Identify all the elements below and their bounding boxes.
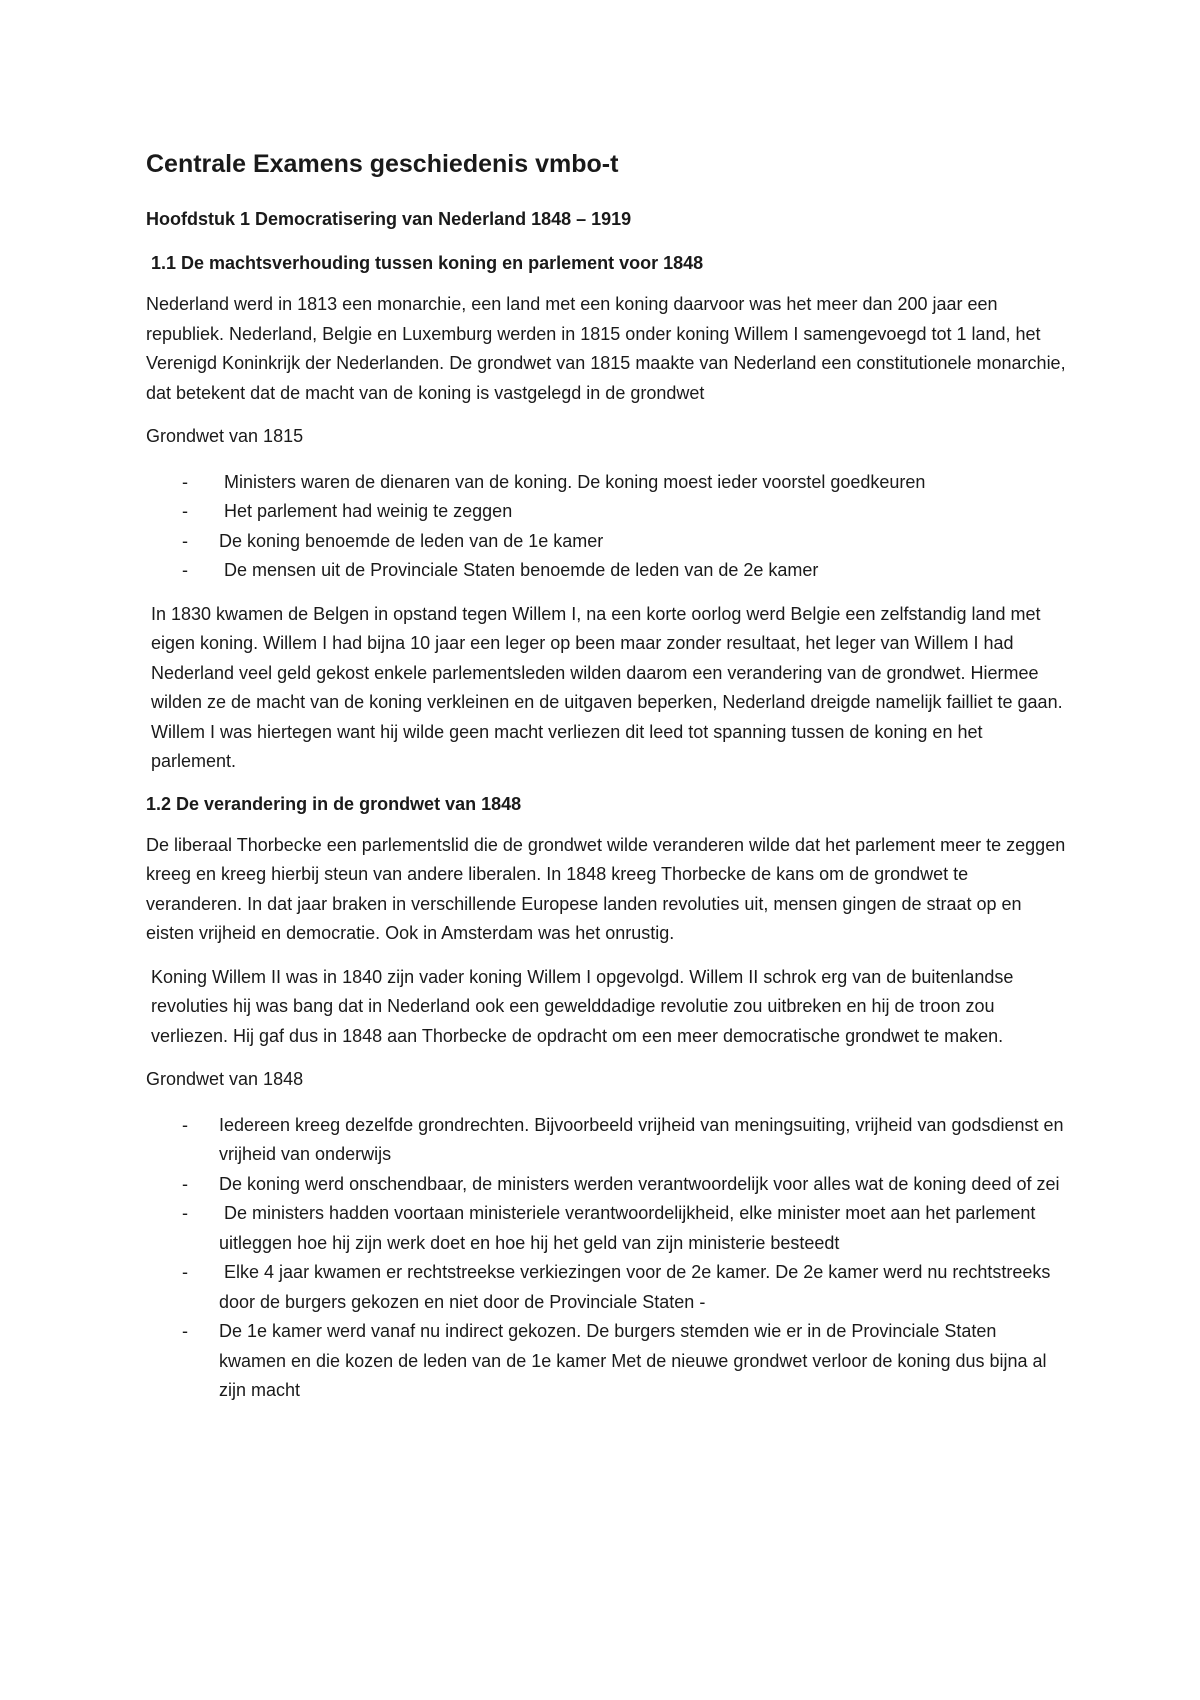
grondwet-1848-label: Grondwet van 1848 <box>146 1069 304 1089</box>
grondwet-1815-list <box>146 468 1066 586</box>
list-item-text: Ministers waren de dienaren van de koning. De koning moest ieder voorstel goedkeuren <box>219 471 926 492</box>
section-2-paragraph-1: De liberaal Thorbecke een parlementslid die de grondwet wilde veranderen wilde dat het parlement meer te zeggen kreeg en kreeg hierbij steun van andere liberalen. In 1848 kreeg Thorbecke de kans om de grondwet te veranderen. In dat jaar braken in verschillende Europese landen revoluties uit, mensen gingen de straat op en eisten vrijheid en democratie. Ook in Amsterdam was het onrustig. <box>146 834 1066 943</box>
document-page <box>146 148 1069 1420</box>
section-2-paragraph-2: Koning Willem II was in 1840 zijn vader koning Willem I opgevolgd. Willem II schrok erg van de buitenlandse revoluties hij was bang dat in Nederland ook een gewelddadige revolutie zou uitbreken en hij de troon zou verliezen. Hij gaf dus in 1848 aan Thorbecke de opdracht om een meer democratische grondwet te maken. <box>151 966 1014 1046</box>
section-1-heading: 1.1 De machtsverhouding tussen koning en parlement voor 1848 <box>151 253 704 273</box>
list-item-text: De koning benoemde de leden van de 1e kamer <box>219 530 604 551</box>
list-item <box>146 1317 1066 1406</box>
list-item-text: De 1e kamer werd vanaf nu indirect gekozen. De burgers stemden wie er in de Provinciale Staten kwamen en die kozen de leden van de 1e kamer Met de nieuwe grondwet verloor de koning dus bijna al zijn macht <box>219 1321 1052 1400</box>
grondwet-1815-label: Grondwet van 1815 <box>146 426 304 446</box>
list-item-text: De ministers hadden voortaan ministeriele verantwoordelijkheid, elke minister moet aan het parlement uitleggen hoe hij zijn werk doet en hoe hij het geld van zijn ministerie besteedt <box>219 1203 1041 1253</box>
dash-bullet: - <box>182 1262 188 1282</box>
section-1-outro: In 1830 kwamen de Belgen in opstand tegen Willem I, na een korte oorlog werd Belgie een zelfstandig land met eigen koning. Willem I had bijna 10 jaar een leger op been maar zonder resultaat, het leger van Willem I had Nederland veel geld gekost enkele parlementsleden wilden daarom een verandering van de grondwet. Hiermee wilden ze de macht van de koning verkleinen en de uitgaven beperken, Nederland dreigde namelijk failliet te gaan. Willem I was hiertegen want hij wilde geen macht verliezen dit leed tot spanning tussen de koning en het parlement. <box>151 603 1063 771</box>
list-item <box>146 1111 1069 1170</box>
list-item <box>146 468 1066 498</box>
section-1-intro: Nederland werd in 1813 een monarchie, een land met een koning daarvoor was het meer dan 200 jaar een republiek. Nederland, Belgie en Luxemburg werden in 1815 onder koning Willem I samengevoegd tot 1 land, het Verenigd Koninkrijk der Nederlanden. De grondwet van 1815 maakte van Nederland een constitutionele monarchie, dat betekent dat de macht van de koning is vastgelegd in de grondwet <box>146 294 1066 403</box>
list-item <box>146 1258 1066 1317</box>
list-item-text: Elke 4 jaar kwamen er rechtstreekse verkiezingen voor de 2e kamer. De 2e kamer werd nu rechtstreeks door de burgers gekozen en niet door de Provinciale Staten - <box>219 1262 1056 1312</box>
grondwet-1848-list <box>146 1111 1069 1406</box>
list-item-text: Het parlement had weinig te zeggen <box>219 501 513 521</box>
list-item <box>146 1170 1066 1200</box>
list-item-text: De koning werd onschendbaar, de ministers werden verantwoordelijk voor alles wat de koning deed of zei <box>219 1173 1060 1194</box>
list-item-text: Iedereen kreeg dezelfde grondrechten. Bijvoorbeeld vrijheid van meningsuiting, vrijheid van godsdienst en vrijheid van onderwijs <box>219 1114 1069 1164</box>
section-2-heading: 1.2 De verandering in de grondwet van 1848 <box>146 793 522 814</box>
dash-bullet: - <box>182 560 188 580</box>
list-item <box>146 556 1066 586</box>
list-item <box>146 527 1066 557</box>
dash-bullet: - <box>182 1203 188 1223</box>
dash-bullet: - <box>182 1321 188 1341</box>
dash-bullet: - <box>182 471 188 492</box>
document-title: Centrale Examens geschiedenis vmbo-t <box>146 150 619 178</box>
list-item <box>146 497 1066 527</box>
dash-bullet: - <box>182 1173 188 1194</box>
list-item <box>146 1199 1066 1258</box>
dash-bullet: - <box>182 1114 188 1135</box>
list-item-text: De mensen uit de Provinciale Staten benoemde de leden van de 2e kamer <box>219 560 819 580</box>
dash-bullet: - <box>182 501 188 521</box>
dash-bullet: - <box>182 530 188 551</box>
chapter-heading: Hoofdstuk 1 Democratisering van Nederland 1848 – 1919 <box>146 209 632 229</box>
